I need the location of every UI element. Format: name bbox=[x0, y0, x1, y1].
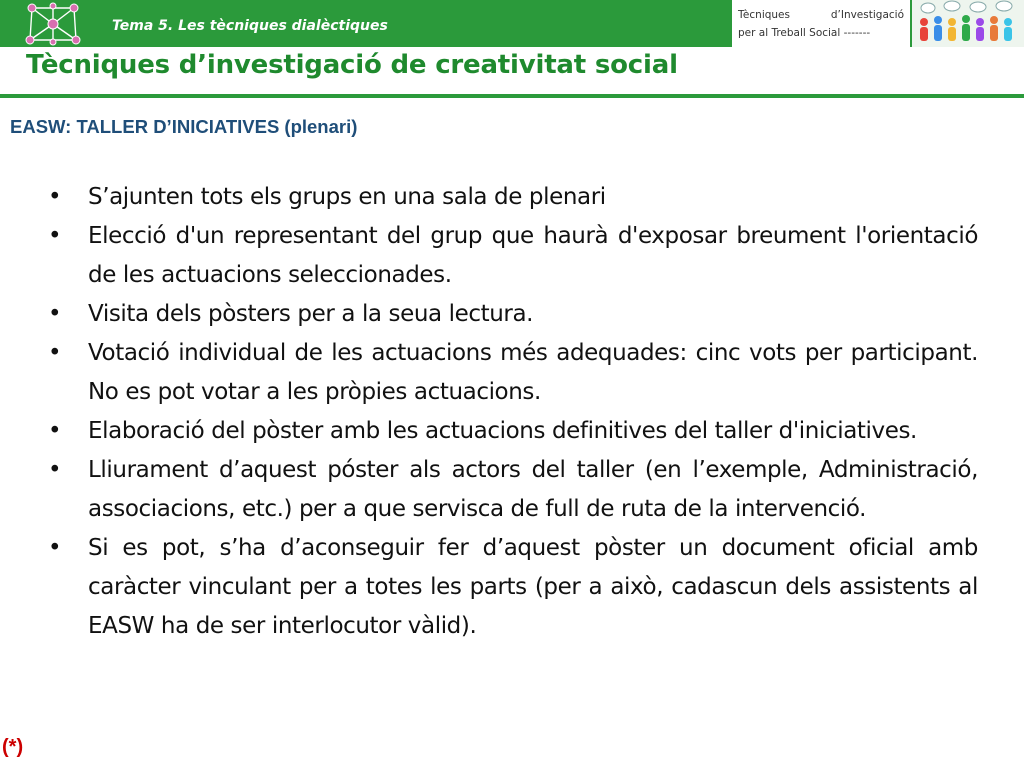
course-name-box bbox=[732, 0, 910, 47]
bullet-dot: • bbox=[48, 223, 62, 249]
list-item-text: Elaboració del pòster amb les actuacions definitives del taller d'iniciatives. bbox=[88, 418, 917, 444]
course-name-word1: Tècniques bbox=[738, 9, 790, 21]
course-name-line2: per al Treball Social ------- bbox=[738, 27, 871, 39]
network-nodes-icon bbox=[22, 2, 84, 46]
title-divider bbox=[0, 94, 1024, 98]
list-item bbox=[44, 217, 978, 295]
section-title: EASW: TALLER D’INICIATIVES (plenari) bbox=[10, 116, 358, 137]
people-speech-bubbles-icon bbox=[912, 0, 1024, 47]
footnote-marker: (*) bbox=[2, 736, 24, 758]
list-item bbox=[44, 178, 978, 217]
course-topic: Tema 5. Les tècniques dialèctiques bbox=[112, 18, 388, 34]
list-item bbox=[44, 529, 978, 646]
bullet-dot: • bbox=[48, 457, 62, 483]
list-item bbox=[44, 412, 978, 451]
course-name-line1 bbox=[738, 9, 904, 21]
bullet-dot: • bbox=[48, 535, 62, 561]
bullet-dot: • bbox=[48, 301, 62, 327]
bullet-dot: • bbox=[48, 340, 62, 366]
list-item bbox=[44, 451, 978, 529]
bullet-dot: • bbox=[48, 418, 62, 444]
course-name-word2: d’Investigació bbox=[830, 9, 904, 21]
list-item-text: Visita dels pòsters per a la seua lectura. bbox=[88, 301, 534, 327]
bullet-list bbox=[44, 178, 978, 646]
list-item-text: Elecció d'un representant del grup que haurà d'exposar breument l'orientació de les actuacions seleccionades. bbox=[88, 223, 978, 288]
page-title: Tècniques d’investigació de creativitat social bbox=[26, 50, 678, 80]
list-item bbox=[44, 295, 978, 334]
list-item-text: Votació individual de les actuacions més adequades: cinc vots per participant. No es pot votar a les pròpies actuacions. bbox=[88, 340, 978, 405]
list-item-text: Lliurament d’aquest póster als actors del taller (en l’exemple, Administració, associacions, etc.) per a que servisca de full de ruta de la intervenció. bbox=[88, 457, 978, 522]
bullet-dot: • bbox=[48, 184, 62, 210]
list-item bbox=[44, 334, 978, 412]
list-item-text: S’ajunten tots els grups en una sala de plenari bbox=[88, 184, 606, 210]
list-item-text: Si es pot, s’ha d’aconseguir fer d’aquest pòster un document oficial amb caràcter vinculant per a totes les parts (per a això, cadascun dels assistents al EASW ha de ser interlocutor vàlid). bbox=[88, 535, 978, 639]
